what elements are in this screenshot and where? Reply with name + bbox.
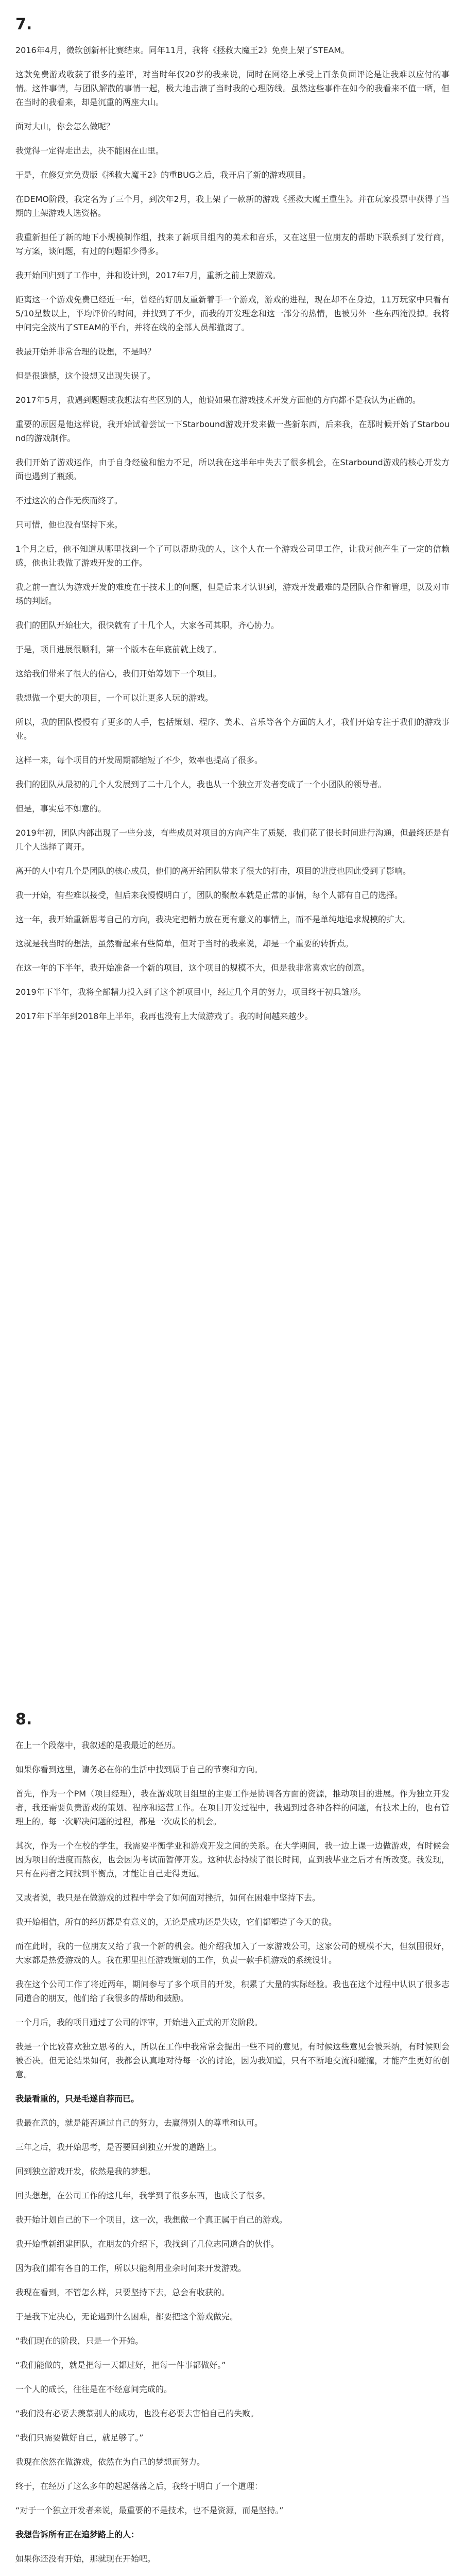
section-number: 8. xyxy=(15,1710,32,1728)
paragraph: 离开的人中有几个是团队的核心成员，他们的离开给团队带来了很大的打击，项目的进度也因此受到了影响。 xyxy=(15,866,411,876)
paragraph: 1个月之后，他不知道从哪里找到一个了可以帮助我的人，这个人在一个游戏公司里工作，让我对他产生了一定的信赖感，他也让我做了游戏开发的工作。 xyxy=(15,544,450,568)
paragraph: 我开始回归到了工作中，并和设计到，2017年7月，重新之前上架游戏。 xyxy=(15,270,281,280)
paragraph: 我一开始，有些难以接受，但后来我慢慢明白了，团队的聚散本就是正常的事情，每个人都有自己的选择。 xyxy=(15,890,403,900)
paragraph: 我们开始了游戏运作，由于自身经验和能力不足，所以我在这半年中失去了很多机会，在Starbound游戏的核心开发方面也遇到了瓶颈。 xyxy=(15,457,450,481)
paragraph: 首先，作为一个PM（项目经理），我在游戏项目组里的主要工作是协调各方面的资源，推动项目的进展。作为独立开发者，我还需要负责游戏的策划、程序和运营工作。在项目开发过程中，我遇到过各种各样的问题，有技术上的，也有管理上的。每一次解决问题的过程，都是一次成长的机会。 xyxy=(15,1789,450,1826)
paragraph: 但是，事实总不如意的。 xyxy=(15,804,107,814)
paragraph: 所以，我的团队慢慢有了更多的人手，包括策划、程序、美术、音乐等各个方面的人才，我们开始专注于我们的游戏事业。 xyxy=(15,717,450,741)
paragraph: 我开始重新组建团队，在朋友的介绍下，我找到了几位志同道合的伙伴。 xyxy=(15,2239,280,2249)
paragraph: 在DEMO阶段，我定名为了三个月，到次年2月，我上架了一款新的游戏《拯救大魔王重生》。并在玩家投票中获得了当期的上架游戏人选资格。 xyxy=(15,194,450,218)
paragraph: 2016年4月，微软创新杯比赛结束。同年11月，我将《拯救大魔王2》免费上架了STEAM。 xyxy=(15,45,350,55)
paragraph: 2019年下半年，我将全部精力投入到了这个新项目中，经过几个月的努力，项目终于初具雏形。 xyxy=(15,987,366,997)
paragraph: 我现在看到，不管怎么样，只要坚持下去，总会有收获的。 xyxy=(15,2287,230,2297)
paragraph: 于是，项目进展很顺利，第一个版本在年底前就上线了。 xyxy=(15,645,222,654)
paragraph: 其次，作为一个在校的学生，我需要平衡学业和游戏开发之间的关系。在大学期间，我一边上课一边做游戏，有时候会因为项目的进度而熬夜，也会因为考试而暂停开发。这种状态持续了很长时间，直到我毕业之后才有所改变。我发现，只有在两者之间找到平衡点，才能让自己走得更远。 xyxy=(15,1841,450,1878)
paragraph: 2019年初，团队内部出现了一些分歧，有些成员对项目的方向产生了质疑，我们花了很长时间进行沟通，但最终还是有几个人选择了离开。 xyxy=(15,828,450,852)
paragraph: 我们的团队从最初的几个人发展到了二十几个人，我也从一个独立开发者变成了一个小团队的领导者。 xyxy=(15,779,387,789)
paragraph: “我们只需要做好自己，就足够了。” xyxy=(15,2433,144,2443)
paragraph: 2017年下半年到2018年上半年，我再也没有上大做游戏了。我的时间越来越少。 xyxy=(15,1011,313,1021)
paragraph: 这就是我当时的想法，虽然看起来有些简单，但对于当时的我来说，却是一个重要的转折点。 xyxy=(15,939,354,948)
paragraph: 距离这一个游戏免费已经近一年，曾经的好朋友重新着手一个游戏，游戏的进程，现在却不在身边，11万玩家中只看有5/10星数以上，平均评价的时间，并找到了不少，而我的开发理念和这一部分的热情，也被另外一些东西淹没掉。我将中间完全淡出了STEAM的平台，并将在线的全部人员都撤离了。 xyxy=(15,295,450,332)
paragraph: 如果你看到这里，请务必在你的生活中找到属于自己的节奏和方向。 xyxy=(15,1765,263,1774)
section-7 xyxy=(15,15,450,1710)
paragraph: 我想做一个更大的项目，一个可以让更多人玩的游戏。 xyxy=(15,693,214,703)
paragraph: 而在此时，我的一位朋友又给了我一个新的机会。他介绍我加入了一家游戏公司，这家公司的规模不大，但氛围很好，大家都是热爱游戏的人。我在那里担任游戏策划的工作，负责一款手机游戏的系统设计。 xyxy=(15,1941,450,1965)
paragraph: “我们没有必要去羡慕别人的成功，也没有必要去害怕自己的失败。 xyxy=(15,2409,259,2418)
paragraph: “我们现在的阶段，只是一个开始。 xyxy=(15,2336,144,2346)
paragraph: 我们的团队开始壮大，很快就有了十几个人，大家各司其职，齐心协力。 xyxy=(15,620,280,630)
paragraph: 如果你还没有开始，那就现在开始吧。 xyxy=(15,2554,156,2564)
paragraph: 2017年5月，我遇到题题或我想法有些区别的人，他说如果在游戏技术开发方面他的方向都不是我认为正确的。 xyxy=(15,395,421,405)
paragraph: 回到独立游戏开发，依然是我的梦想。 xyxy=(15,2166,156,2176)
paragraph: 只可惜，他也没有坚持下来。 xyxy=(15,520,123,530)
paragraph: “对于一个独立开发者来说，最重要的不是技术，也不是资源，而是坚持。” xyxy=(15,2505,284,2515)
paragraph: 我开始相信，所有的经历都是有意义的，无论是成功还是失败，它们都塑造了今天的我。 xyxy=(15,1917,337,1927)
section-8 xyxy=(15,1710,450,2576)
section-number: 7. xyxy=(15,15,32,33)
paragraph: 我开始计划自己的下一个项目，这一次，我想做一个真正属于自己的游戏。 xyxy=(15,2215,288,2225)
section-body xyxy=(15,43,450,1023)
paragraph: 我现在依然在做游戏，依然在为自己的梦想而努力。 xyxy=(15,2457,205,2467)
paragraph: 不过这次的合作无疾而终了。 xyxy=(15,496,123,505)
paragraph: 我是一个比较喜欢独立思考的人，所以在工作中我常常会提出一些不同的意见。有时候这些意见会被采纳，有时候则会被否决。但无论结果如何，我都会认真地对待每一次的讨论，因为我知道，只有不断地交流和碰撞，才能产生更好的创意。 xyxy=(15,2042,450,2079)
paragraph: 这一年，我开始重新思考自己的方向，我决定把精力放在更有意义的事情上，而不是单纯地追求规模的扩大。 xyxy=(15,914,411,924)
paragraph: 我最在意的，就是能否通过自己的努力，去赢得别人的尊重和认可。 xyxy=(15,2118,263,2128)
paragraph: 这样一来，每个项目的开发周期都缩短了不少，效率也提高了很多。 xyxy=(15,755,263,765)
paragraph: 但是很遗憾，这个设想又出现失误了。 xyxy=(15,371,156,381)
paragraph: 这给我们带来了很大的信心，我们开始筹划下一个项目。 xyxy=(15,669,222,679)
emphasis-paragraph: 我最看重的，只是毛遂自荐而已。 xyxy=(15,2094,140,2104)
paragraph: 在上一个段落中，我叙述的是我最近的经历。 xyxy=(15,1740,181,1750)
paragraph: 于是我下定决心，无论遇到什么困难，都要把这个游戏做完。 xyxy=(15,2312,238,2321)
paragraph: 这款免费游戏收获了很多的差评，对当时年仅20岁的我来说，同时在网络上承受上百条负面评论是让我难以应付的事情。这件事情，与团队解散的事情一起，极大地击溃了当时我的心理防线。虽然这些事件在如今的我看来不值一晒，但在当时的我看来，却是沉重的两座大山。 xyxy=(15,70,450,107)
paragraph: 因为我们都有各自的工作，所以只能利用业余时间来开发游戏。 xyxy=(15,2263,247,2273)
emphasis-paragraph: 我想告诉所有正在追梦路上的人： xyxy=(15,2530,140,2539)
paragraph: 在这一年的下半年，我开始准备一个新的项目，这个项目的规模不大，但是我非常喜欢它的创意。 xyxy=(15,963,370,973)
paragraph: 我在这个公司工作了将近两年，期间参与了多个项目的开发，积累了大量的实际经验。我也在这个过程中认识了很多志同道合的朋友，他们给了我很多的帮助和鼓励。 xyxy=(15,1979,450,2003)
paragraph: 于是，在修复完免费版《拯救大魔王2》的重BUG之后，我开启了新的游戏项目。 xyxy=(15,170,311,180)
paragraph: 回头想想，在公司工作的这几年，我学到了很多东西，也成长了很多。 xyxy=(15,2191,271,2200)
paragraph: 终于，在经历了这么多年的起起落落之后，我终于明白了一个道理： xyxy=(15,2481,263,2491)
paragraph: “我们能做的，就是把每一天都过好，把每一件事都做好。” xyxy=(15,2360,226,2370)
paragraph: 我之前一直认为游戏开发的难度在于技术上的问题，但是后来才认识到，游戏开发最难的是团队合作和管理，以及对市场的判断。 xyxy=(15,582,450,606)
paragraph: 一个月后，我的项目通过了公司的评审，开始进入正式的开发阶段。 xyxy=(15,2018,263,2027)
paragraph: 一个人的成长，往往是在不经意间完成的。 xyxy=(15,2384,173,2394)
paragraph: 三年之后，我开始思考，是否要回到独立开发的道路上。 xyxy=(15,2142,222,2152)
paragraph: 重要的原因是他这样说，我开始试着尝试一下Starbound游戏开发来做一些新东西，后来我，在那时候开始了Starbound的游戏制作。 xyxy=(15,419,450,443)
paragraph: 我重新担任了新的地下小规模制作组，找来了新项目组内的美术和音乐，又在这里一位朋友的帮助下联系到了发行商，写方案，谈问题，有过的问题都少得多。 xyxy=(15,232,450,256)
paragraph: 面对大山，你会怎么做呢？ xyxy=(15,122,115,131)
section-body xyxy=(15,1738,450,2576)
paragraph: 又或者说，我只是在做游戏的过程中学会了如何面对挫折，如何在困难中坚持下去。 xyxy=(15,1893,321,1903)
paragraph: 我最开始并非常合理的设想，不是吗？ xyxy=(15,347,156,357)
paragraph: 我觉得一定得走出去，决不能困在山里。 xyxy=(15,146,164,156)
